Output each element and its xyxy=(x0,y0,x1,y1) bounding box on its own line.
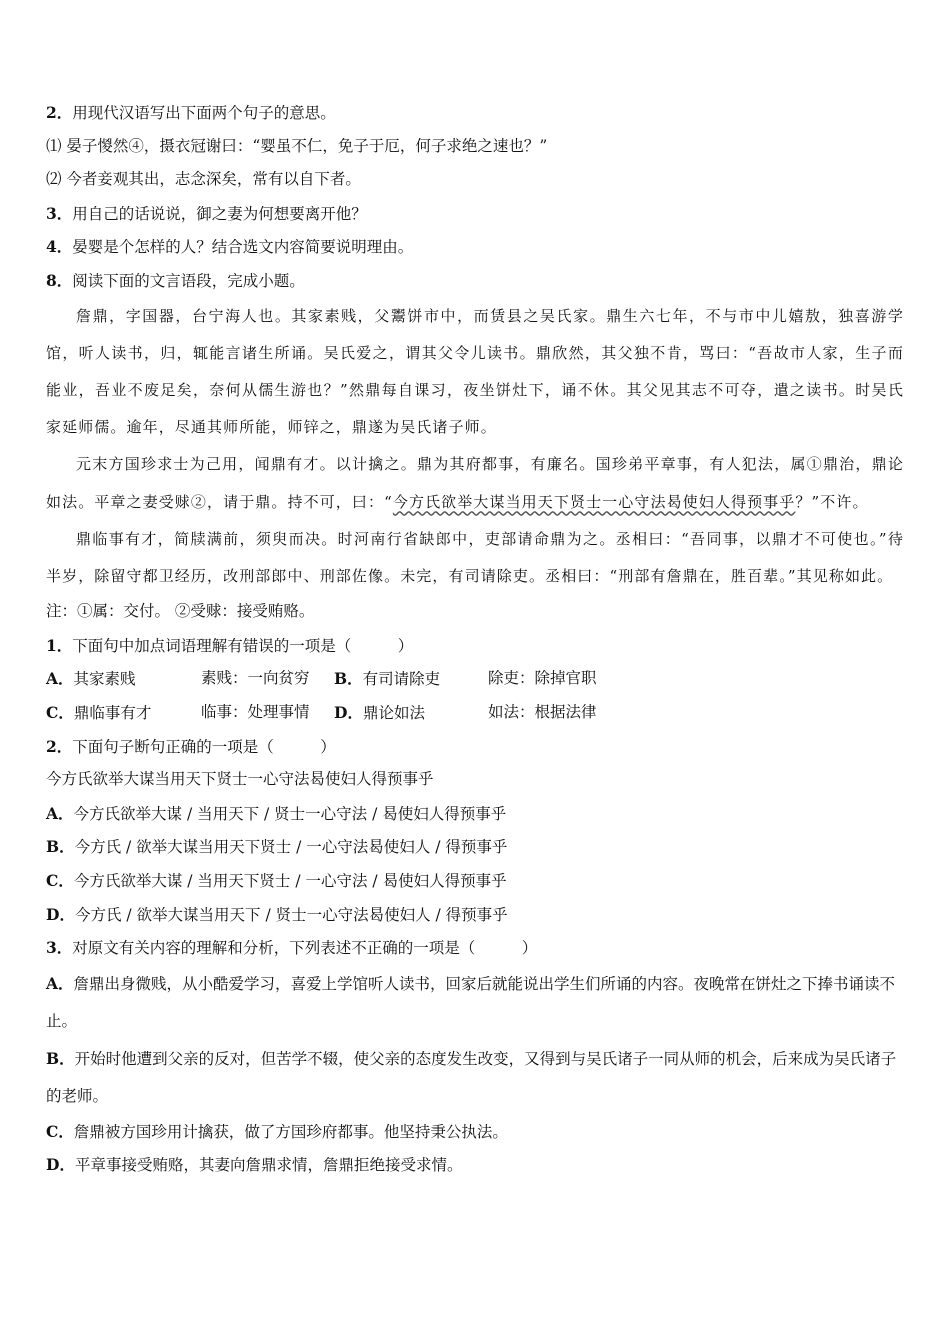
question-2-heading: 2．用现代汉语写出下面两个句子的意思。 xyxy=(46,103,336,122)
q2-option-b[interactable]: B．今方氏 / 欲举大谋当用天下贤士 / 一心守法曷使妇人 / 得预事乎 xyxy=(46,837,508,857)
question-4-heading: 4．晏婴是个怎样的人？结合选文内容简要说明理由。 xyxy=(46,237,414,257)
q1-stem: 1．下面句中加点词语理解有错误的一项是（ ） xyxy=(46,635,414,655)
q1-options-row-2 xyxy=(46,696,904,730)
q1-option-c-gloss: 临事：处理事情 xyxy=(201,702,310,721)
q3-stem: 3．对原文有关内容的理解和分析，下列表述不正确的一项是（ ） xyxy=(46,938,538,958)
q3-option-b[interactable]: B．开始时他遭到父亲的反对，但苦学不辍，使父亲的态度发生改变，又得到与吴氏诸子一同从师的机会，后来成为吴氏诸子的老师。 xyxy=(46,1048,897,1105)
q1-option-a-gloss: 素贱：一向贫穷 xyxy=(201,669,310,688)
q1-option-d[interactable]: D．鼎论如法 xyxy=(334,702,425,722)
q1-option-a[interactable]: A．其家素贱 xyxy=(46,669,136,689)
passage-paragraph-2: 元末方国珍求士为己用，闻鼎有才。以计擒之。鼎为其府都事，有廉名。国珍弟平章事，有人犯法，属①鼎治，鼎论如法。平章之妻受赇②，请于鼎。持不可，曰：“今方氏欲举大谋当用天下贤士一心守法曷使妇人得预事乎？”不许。 xyxy=(46,455,904,511)
question-2-sentence-2: ⑵ 今者妾观其出，志念深矣，常有以自下者。 xyxy=(46,170,361,189)
q3-option-d[interactable]: D．平章事接受贿赂，其妻向詹鼎求情，詹鼎拒绝接受求情。 xyxy=(46,1155,463,1175)
q1-option-b[interactable]: B．有司请除吏 xyxy=(334,669,441,689)
q1-option-b-gloss: 除吏：除掉官职 xyxy=(488,669,597,688)
question-2-sentence-1: ⑴ 晏子惾然④，摄衣冠谢曰：“婴虽不仁，免子于厄，何子求绝之速也？” xyxy=(46,136,548,155)
q3-option-a[interactable]: A．詹鼎出身微贱，从小酷爱学习，喜爱上学馆听人读书，回家后就能说出学生们所诵的内容。夜晚常在饼灶之下捧书诵读不止。 xyxy=(46,973,896,1030)
q1-option-d-gloss: 如法：根据法律 xyxy=(488,702,597,721)
q3-option-c[interactable]: C．詹鼎被方国珍用计擒获，做了方国珍府都事。他坚持秉公执法。 xyxy=(46,1121,508,1141)
passage-notes: 注：①属：交付。 ②受赇：接受贿赂。 xyxy=(46,602,315,621)
q2-sentence: 今方氏欲举大谋当用天下贤士一心守法曷使妇人得预事乎 xyxy=(46,770,434,789)
q2-option-c[interactable]: C．今方氏欲举大谋 / 当用天下贤士 / 一心守法 / 曷使妇人得预事乎 xyxy=(46,870,507,890)
document-page xyxy=(46,96,904,1182)
q1-options-row-1 xyxy=(46,662,904,696)
question-8-heading: 8．阅读下面的文言语段，完成小题。 xyxy=(46,270,305,290)
passage-paragraph-3: 鼎临事有才，简牍满前，须臾而决。时河南行省缺郎中，吏部请命鼎为之。丞相曰：“吾同事，以鼎才不可使也。”待半岁，除留守都卫经历，改刑部郎中、刑部佐像。未完，有司请除吏。丞相曰：“刑部有詹鼎在，胜百辈。”其见称如此。 xyxy=(46,529,904,585)
question-3-heading: 3．用自己的话说说，御之妻为何想要离开他？ xyxy=(46,203,367,223)
q2-stem: 2．下面句子断句正确的一项是（ ） xyxy=(46,736,336,756)
q2-option-a[interactable]: A．今方氏欲举大谋 / 当用天下 / 贤士一心守法 / 曷使妇人得预事乎 xyxy=(46,803,507,823)
q2-option-d[interactable]: D．今方氏 / 欲举大谋当用天下 / 贤士一心守法曷使妇人 / 得预事乎 xyxy=(46,904,508,924)
passage-paragraph-1: 詹鼎，字国器，台宁海人也。其家素贱，父鬻饼市中，而赁县之吴氏家。鼎生六七年，不与市中儿嬉敖，独喜游学馆，听人读书，归，辄能言诸生所诵。吴氏爱之，谓其父令儿读书。鼎欣然，其父独不肯，骂曰：“吾故市人家，生子而能业，吾业不废足矣，奈何从儒生游也？”然鼎每自课习，夜坐饼灶下，诵不休。其父见其志不可夺，遣之读书。时吴氏家延师儒。逾年，尽通其师所能，师锌之，鼎遂为吴氏诸子师。 xyxy=(46,306,904,437)
q1-option-c[interactable]: C．鼎临事有才 xyxy=(46,702,152,722)
wavy-underlined-sentence: 今方氏欲举大谋当用天下贤士一心守法曷使妇人得预事乎 xyxy=(392,492,796,511)
